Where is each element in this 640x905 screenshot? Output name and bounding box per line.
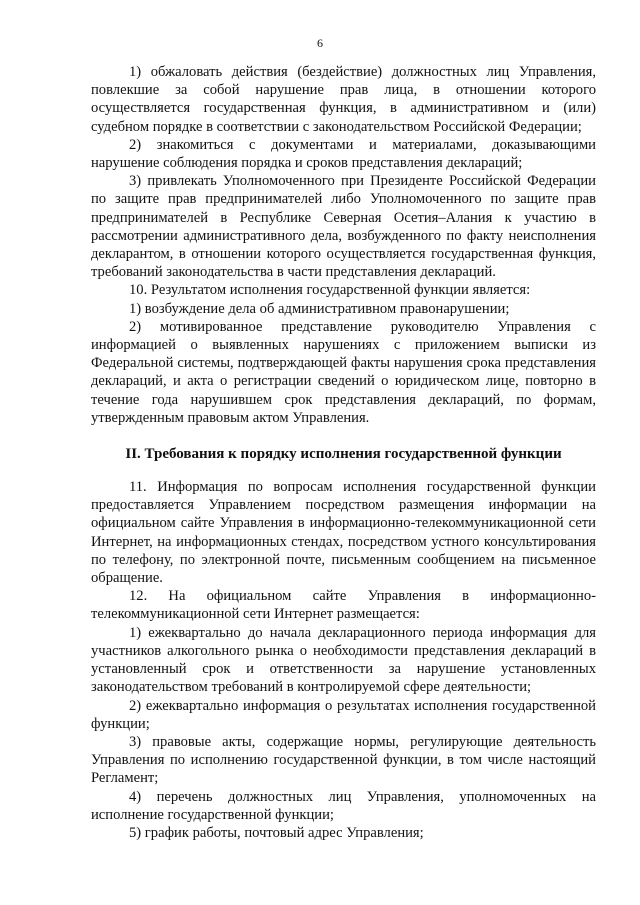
- section-heading: II. Требования к порядку исполнения государственной функции: [125, 446, 562, 463]
- paragraph: 1) возбуждение дела об административном правонарушении;: [129, 300, 510, 317]
- paragraph: 1) ежеквартально до начала декларационного периода информация для участников алкогольного рынка о необходимости представления деклараций в установленный срок и ответственности за нарушение установленных законодательством требований в контролируемой сфере деятельности;: [91, 624, 596, 696]
- paragraph: 4) перечень должностных лиц Управления, уполномоченных на исполнение государственной функции;: [91, 788, 596, 823]
- paragraph: 11. Информация по вопросам исполнения государственной функции предоставляется Управлением посредством размещения информации на официальном сайте Управления в информационно-телекоммуникационной сети Интернет, на информационных стендах, посредством устного консультирования по телефону, по электронной почте, письменным сообщением на письменное обращение.: [91, 479, 596, 587]
- paragraph: 2) мотивированное представление руководителю Управления с информацией о выявленных нарушениях с приложением выписки из Федеральной системы, подтверждающей факты нарушения срока представления деклараций, и акта о регистрации сведений о юридическом лице, повторно в течение года нарушившем срок представления деклараций, по формам, утвержденным правовым актом Управления.: [91, 318, 596, 426]
- paragraph: 1) обжаловать действия (бездействие) должностных лиц Управления, повлекшие за собой нарушение прав лица, в отношении которого осуществляется государственная функция, в административном и (или) судебном порядке в соответствии с законодательством Российской Федерации;: [91, 64, 596, 135]
- paragraph: 2) ежеквартально информация о результатах исполнения государственной функции;: [91, 697, 596, 732]
- page-number: 6: [317, 36, 323, 50]
- paragraph: 12. На официальном сайте Управления в информационно-телекоммуникационной сети Интернет размещается:: [91, 588, 596, 623]
- paragraph: 5) график работы, почтовый адрес Управления;: [129, 824, 424, 841]
- paragraph: 10. Результатом исполнения государственной функции является:: [129, 282, 531, 299]
- paragraph: 3) привлекать Уполномоченного при Президенте Российской Федерации по защите прав предпринимателей либо Уполномоченного по защите прав предпринимателей в Республике Северная Осетия–Алания к участию в рассмотрении административного дела, возбужденного по факту неисполнения декларантом, в отношении которого осуществляется государственная функция, требований законодательства в части представления деклараций.: [91, 173, 596, 281]
- paragraph: 3) правовые акты, содержащие нормы, регулирующие деятельность Управления по исполнению государственной функции, в том числе настоящий Регламент;: [91, 733, 596, 787]
- paragraph: 2) знакомиться с документами и материалами, доказывающими нарушение соблюдения порядка и сроков представления деклараций;: [91, 136, 596, 172]
- document-body: [91, 63, 596, 842]
